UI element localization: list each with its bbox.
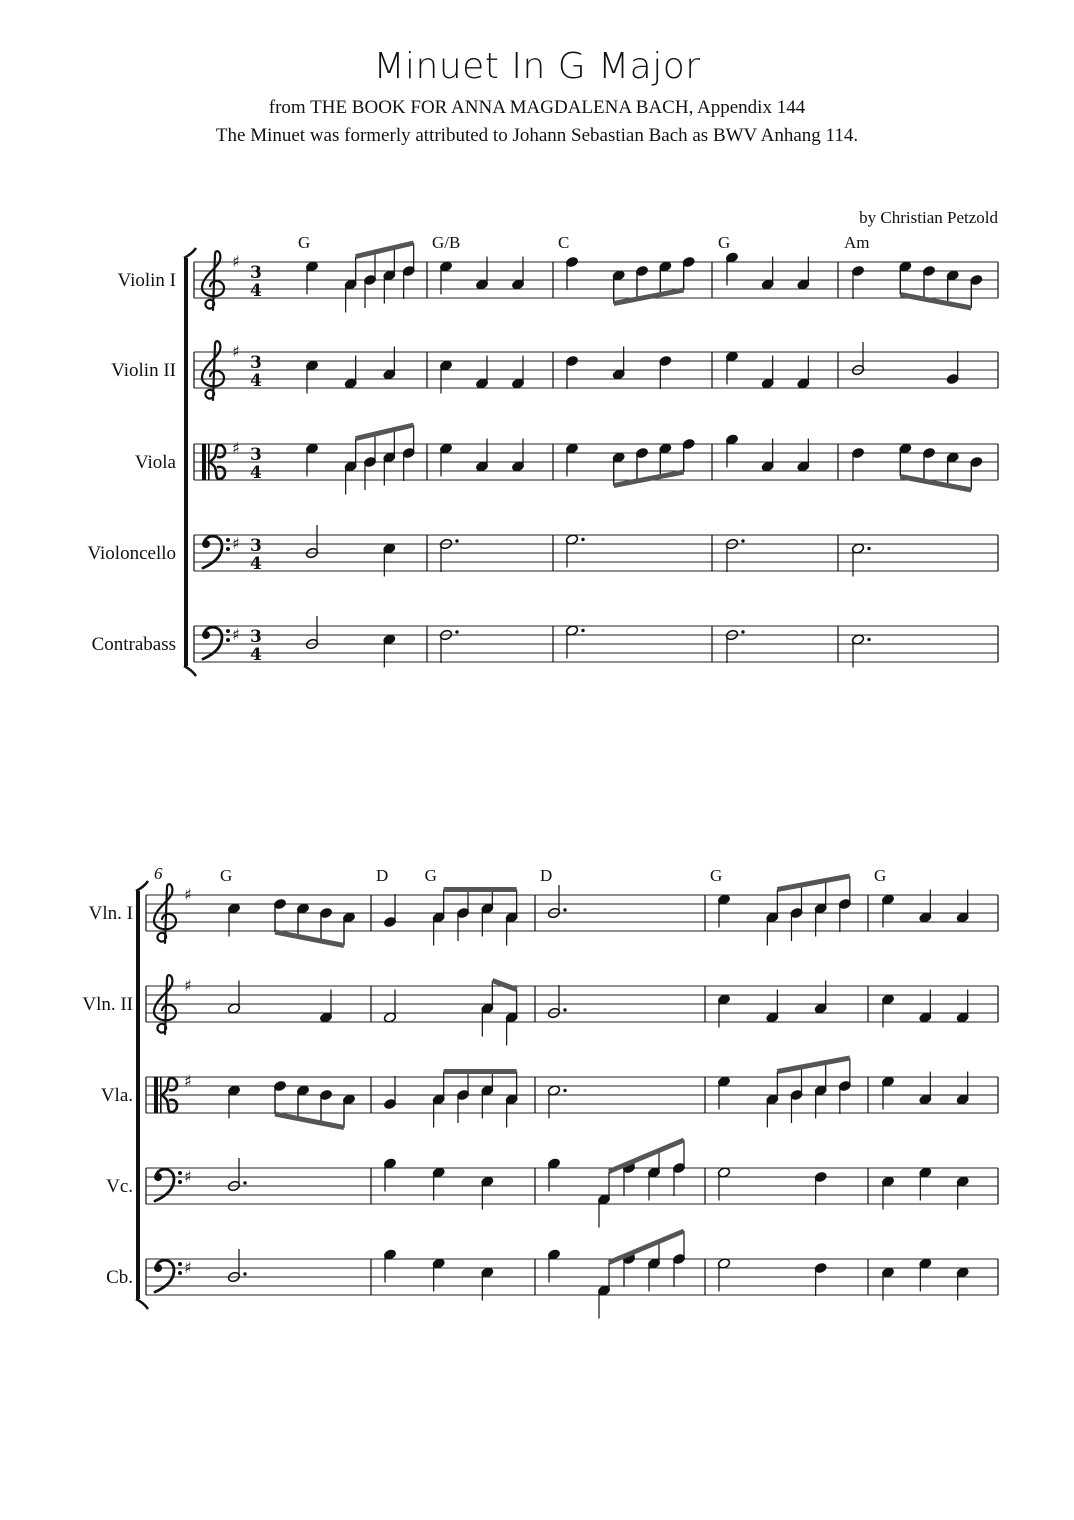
chord-symbol: C <box>558 233 570 252</box>
treble-clef-icon <box>202 341 224 400</box>
dot <box>243 1181 246 1184</box>
bass-clef-upper-dot-icon <box>226 629 230 633</box>
clef <box>202 341 224 400</box>
beam-group <box>614 262 684 304</box>
beam-bar <box>609 1140 684 1172</box>
quarter-note <box>814 1171 827 1205</box>
time-signature-top: 3 <box>250 536 262 556</box>
time-signature-top: 3 <box>250 353 262 373</box>
clef <box>202 251 224 310</box>
beam-bar <box>900 295 971 309</box>
half-note <box>547 885 566 919</box>
chord-symbol: Am <box>844 233 870 252</box>
bracket-bar <box>184 258 188 666</box>
half-note <box>439 538 458 572</box>
bass-clef-curve-icon <box>203 536 222 568</box>
key-signature-sharp-icon: ♯ <box>184 1071 192 1091</box>
chord-symbol: D <box>540 866 553 885</box>
quarter-note <box>851 265 864 299</box>
instrument-label: Vc. <box>106 1176 133 1197</box>
bracket-bottom-hook <box>136 1299 148 1309</box>
time-signature-top: 3 <box>250 627 262 647</box>
clef <box>202 536 230 568</box>
instrument-label: Violin I <box>117 270 176 291</box>
beam-group <box>609 1231 684 1291</box>
beam-group <box>777 876 850 918</box>
beam-bar <box>275 1114 344 1128</box>
chord-symbol: G <box>298 233 311 252</box>
beam-bar <box>777 876 850 890</box>
quarter-note <box>383 1076 396 1110</box>
half-note <box>227 1249 246 1283</box>
bass-clef-lower-dot-icon <box>226 547 230 551</box>
beam-group <box>275 1086 344 1128</box>
key-signature-sharp-icon: ♯ <box>232 534 240 553</box>
half-note <box>725 629 744 663</box>
key-signature-sharp-icon: ♯ <box>184 1258 192 1277</box>
bracket-bar <box>136 891 140 1299</box>
beam-group <box>900 267 971 309</box>
key-signature-sharp-icon: ♯ <box>184 1167 192 1186</box>
beam-bar <box>777 1058 850 1072</box>
alto-clef-bar-icon <box>202 444 206 480</box>
dot <box>455 630 458 633</box>
composer-credit: by Christian Petzold <box>859 208 998 227</box>
treble-clef-icon <box>154 975 176 1034</box>
dot <box>563 1089 566 1092</box>
bass-clef-lower-dot-icon <box>178 1180 182 1184</box>
bracket-top-hook <box>184 248 196 258</box>
key-signature-sharp-icon: ♯ <box>232 625 240 644</box>
quarter-note <box>565 256 578 290</box>
beam-group <box>614 444 684 486</box>
chord-symbol: G <box>718 233 731 252</box>
clef <box>154 1169 182 1201</box>
chord-symbol: G/B <box>432 233 461 252</box>
bass-clef-curve-icon <box>155 1169 174 1201</box>
beam-group <box>609 1140 684 1200</box>
dot <box>867 547 870 550</box>
time-signature-bottom: 4 <box>250 281 262 301</box>
time-signature-bottom: 4 <box>250 554 262 574</box>
beam-bar <box>492 981 516 990</box>
bass-clef-upper-dot-icon <box>226 538 230 542</box>
chord-symbol: G <box>424 866 437 885</box>
half-note <box>725 538 744 572</box>
chord-symbol: D <box>376 866 389 885</box>
beam-bar <box>356 425 414 439</box>
quarter-note <box>814 1262 827 1296</box>
dot <box>867 638 870 641</box>
instrument-label: Cb. <box>106 1267 133 1288</box>
beam-bar <box>614 290 684 304</box>
dot <box>741 630 744 633</box>
quarter-note <box>851 447 864 481</box>
instrument-label: Contrabass <box>91 634 176 655</box>
dot <box>741 539 744 542</box>
chord-symbol: G <box>710 866 723 885</box>
half-note <box>227 1158 246 1192</box>
time-signature-bottom: 4 <box>250 463 262 483</box>
half-note <box>439 629 458 663</box>
dot <box>563 908 566 911</box>
bass-clef-upper-dot-icon <box>178 1262 182 1266</box>
time-signature-bottom: 4 <box>250 645 262 665</box>
time-signature-top: 3 <box>250 263 262 283</box>
bracket-bottom-hook <box>184 666 196 676</box>
bass-clef-lower-dot-icon <box>226 638 230 642</box>
half-note <box>305 525 318 559</box>
clef <box>154 975 176 1034</box>
beam-bar <box>609 1231 684 1263</box>
clef <box>154 884 176 943</box>
bass-clef-upper-dot-icon <box>178 1171 182 1175</box>
instrument-label: Viola <box>134 452 176 473</box>
beam-group <box>777 1058 850 1100</box>
score-attribution-note: The Minuet was formerly attributed to Johann Sebastian Bach as BWV Anhang 114. <box>215 125 859 146</box>
alto-clef-bar-icon <box>154 1077 158 1113</box>
beam-bar <box>614 472 684 486</box>
key-signature-sharp-icon: ♯ <box>232 342 240 361</box>
instrument-label: Violin II <box>111 360 176 381</box>
key-signature-sharp-icon: ♯ <box>184 976 192 995</box>
score-title: Minuet In G Major <box>373 46 701 87</box>
quarter-note <box>565 355 578 389</box>
dot <box>455 539 458 542</box>
dot <box>581 538 584 541</box>
score-subtitle: from THE BOOK FOR ANNA MAGDALENA BACH, Appendix 144 <box>268 97 806 118</box>
key-signature-sharp-icon: ♯ <box>232 252 240 271</box>
treble-clef-icon <box>202 251 224 310</box>
instrument-label: Vln. II <box>82 994 133 1015</box>
beam-group <box>275 904 344 946</box>
treble-clef-icon <box>154 884 176 943</box>
dot <box>581 629 584 632</box>
quarter-note <box>946 351 959 385</box>
time-signature-bottom: 4 <box>250 371 262 391</box>
quarter-note <box>659 355 672 389</box>
chord-symbol: G <box>874 866 887 885</box>
half-note <box>305 616 318 650</box>
instrument-label: Violoncello <box>87 543 176 564</box>
key-signature-sharp-icon: ♯ <box>184 885 192 904</box>
clef <box>202 627 230 659</box>
bass-clef-curve-icon <box>155 1260 174 1292</box>
beam-bar <box>356 243 414 257</box>
half-note <box>851 342 864 376</box>
chord-symbol: G <box>220 866 233 885</box>
bass-clef-curve-icon <box>203 627 222 659</box>
clef <box>154 1260 182 1292</box>
time-signature-top: 3 <box>250 445 262 465</box>
instrument-label: Vln. I <box>88 903 133 924</box>
key-signature-sharp-icon: ♯ <box>232 438 240 458</box>
bracket-top-hook <box>136 881 148 891</box>
bass-clef-lower-dot-icon <box>178 1271 182 1275</box>
beam-bar <box>275 932 344 946</box>
dot <box>243 1272 246 1275</box>
dot <box>563 1008 566 1011</box>
half-note <box>547 985 566 1019</box>
beam-group <box>900 449 971 491</box>
beam-bar <box>900 477 971 491</box>
measure-number: 6 <box>154 864 163 883</box>
instrument-label: Vla. <box>100 1085 133 1106</box>
quarter-note <box>383 894 396 928</box>
